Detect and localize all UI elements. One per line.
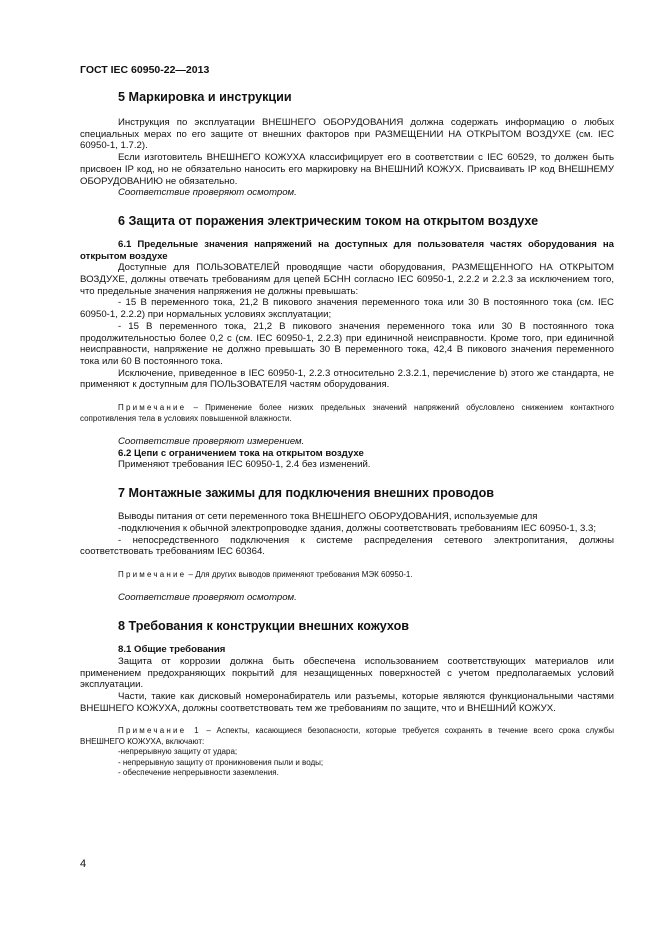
section-6-1-check: Соответствие проверяют измерением. <box>118 436 305 448</box>
section-6-2-text: Применяют требования IEC 60950-1, 2.4 без изменений. <box>118 459 371 471</box>
section-8-1-title: 8.1 Общие требования <box>118 644 226 656</box>
section-6-title: 6 Защита от поражения электрическим током на открытом воздухе <box>118 213 539 228</box>
section-8-title: 8 Требования к конструкции внешних кожухов <box>118 619 410 634</box>
note-list-item: - обеспечение непрерывности заземления. <box>118 768 279 778</box>
note-label: Примечание <box>118 569 187 579</box>
note-list-item: -непрерывную защиту от удара; <box>118 747 238 757</box>
section-5-check: Соответствие проверяют осмотром. <box>118 187 297 199</box>
section-6-2-title: 6.2 Цепи с ограничением тока на открытом воздухе <box>118 447 364 459</box>
page-content <box>80 89 614 779</box>
section-7-paragraph-3: - непосредственного подключения к системе распределения сетевого электропитания, должны соответствовать требованиям IEC 60364. <box>80 534 614 558</box>
note-text: – Для других выводов применяют требования МЭК 60950-1. <box>186 569 413 579</box>
section-6-1-paragraph-3: - 15 В переменного тока, 21,2 В пикового значения переменного тока или 30 В постоянного тока продолжительностью более 0,2 с (см. IEC 60950-1, 2.2.3) при единичной неисправности. Кроме того, при единичной неисправности, напряжение не должно превышать 30 В переменного тока, 42,4 В пикового значения переменного тока или 60 В постоянного тока. <box>80 320 614 367</box>
section-7-check: Соответствие проверяют осмотром. <box>118 592 297 604</box>
section-7-paragraph-2: -подключения к обычной электропроводке здания, должны соответствовать требованиям IEC 60950-1, 3.3; <box>118 522 597 534</box>
section-6-1-note <box>80 403 614 424</box>
note-text: – Аспекты, касающиеся безопасности, которые требуется сохранять в течение всего срока службы ВНЕШНЕГО КОЖУХА, включают: <box>80 726 614 746</box>
section-8-1-paragraph-2: Части, такие как дисковый номеронабиратель или разъемы, которые являются функциональными частями ВНЕШНЕГО КОЖУХА, должны соответствовать тем же требованиям по защите, что и ВНЕШНИЙ КОЖУХ. <box>80 691 614 714</box>
section-6-1-title: 6.1 Предельные значения напряжений на доступных для пользователя частях оборудования на открытом воздухе <box>80 238 614 262</box>
section-5-paragraph-1: Инструкция по эксплуатации ВНЕШНЕГО ОБОРУДОВАНИЯ должна содержать информацию о любых специальных мерах по его защите от внешних факторов при РАЗМЕЩЕНИИ НА ОТКРЫТОМ ВОЗДУХЕ (см. IEC 60950-1, 1.7.2). <box>80 117 614 152</box>
document-header: ГОСТ IEC 60950-22—2013 <box>80 64 210 76</box>
section-8-1-note-1 <box>80 726 614 747</box>
section-6-1-paragraph-2: - 15 В переменного тока, 21,2 В пикового значения переменного тока или 30 В постоянного тока (см. IEC 60950-1, 2.2.2) при нормальных условиях эксплуатации; <box>80 297 614 321</box>
section-7-paragraph-1: Выводы питания от сети переменного тока ВНЕШНЕГО ОБОРУДОВАНИЯ, используемые для <box>118 511 538 523</box>
note-text: – Применение более низких предельных значений напряжений обусловлено снижением контактного сопротивления тела в условиях повышенной влажности. <box>80 403 614 423</box>
note-label: Примечание 1 <box>118 726 201 736</box>
note-list-item: - непрерывную защиту от проникновения пыли и воды; <box>118 757 324 767</box>
section-7-title: 7 Монтажные зажимы для подключения внешних проводов <box>118 486 495 501</box>
section-5-paragraph-2: Если изготовитель ВНЕШНЕГО КОЖУХА классифицирует его в соответствии с IEC 60529, то должен быть присвоен IP код, но не обязательно наносить его маркировку на ВНЕШНИЙ КОЖУХ. Присваивать IP код ВНЕШНЕМУ ОБОРУДОВАНИЮ не обязательно. <box>80 152 614 187</box>
page-number: 4 <box>80 858 87 870</box>
section-6-1-paragraph-4: Исключение, приведенное в IEC 60950-1, 2.2.3 относительно 2.3.2.1, перечисление b) этого же стандарта, не применяют к доступным для ПОЛЬЗОВАТЕЛЯ частям оборудования. <box>80 367 614 391</box>
section-6-1-paragraph-1: Доступные для ПОЛЬЗОВАТЕЛЕЙ проводящие части оборудования, РАЗМЕЩЕННОГО НА ОТКРЫТОМ ВОЗДУХЕ, должны отвечать требованиям для цепей БСНН согласно IEC 60950-1, 2.2.2 и 2.2.3 за исключением того, что предельные значения напряжения не должны превышать: <box>80 262 614 297</box>
section-7-note <box>80 570 614 581</box>
section-8-1-paragraph-1: Защита от коррозии должна быть обеспечена использованием соответствующих материалов или применением предохраняющих покрытий для незащищенных поверхностей с учетом предполагаемых условий эксплуатации. <box>80 655 614 691</box>
note-label: Примечание <box>118 403 187 413</box>
section-5-title: 5 Маркировка и инструкции <box>118 90 292 104</box>
